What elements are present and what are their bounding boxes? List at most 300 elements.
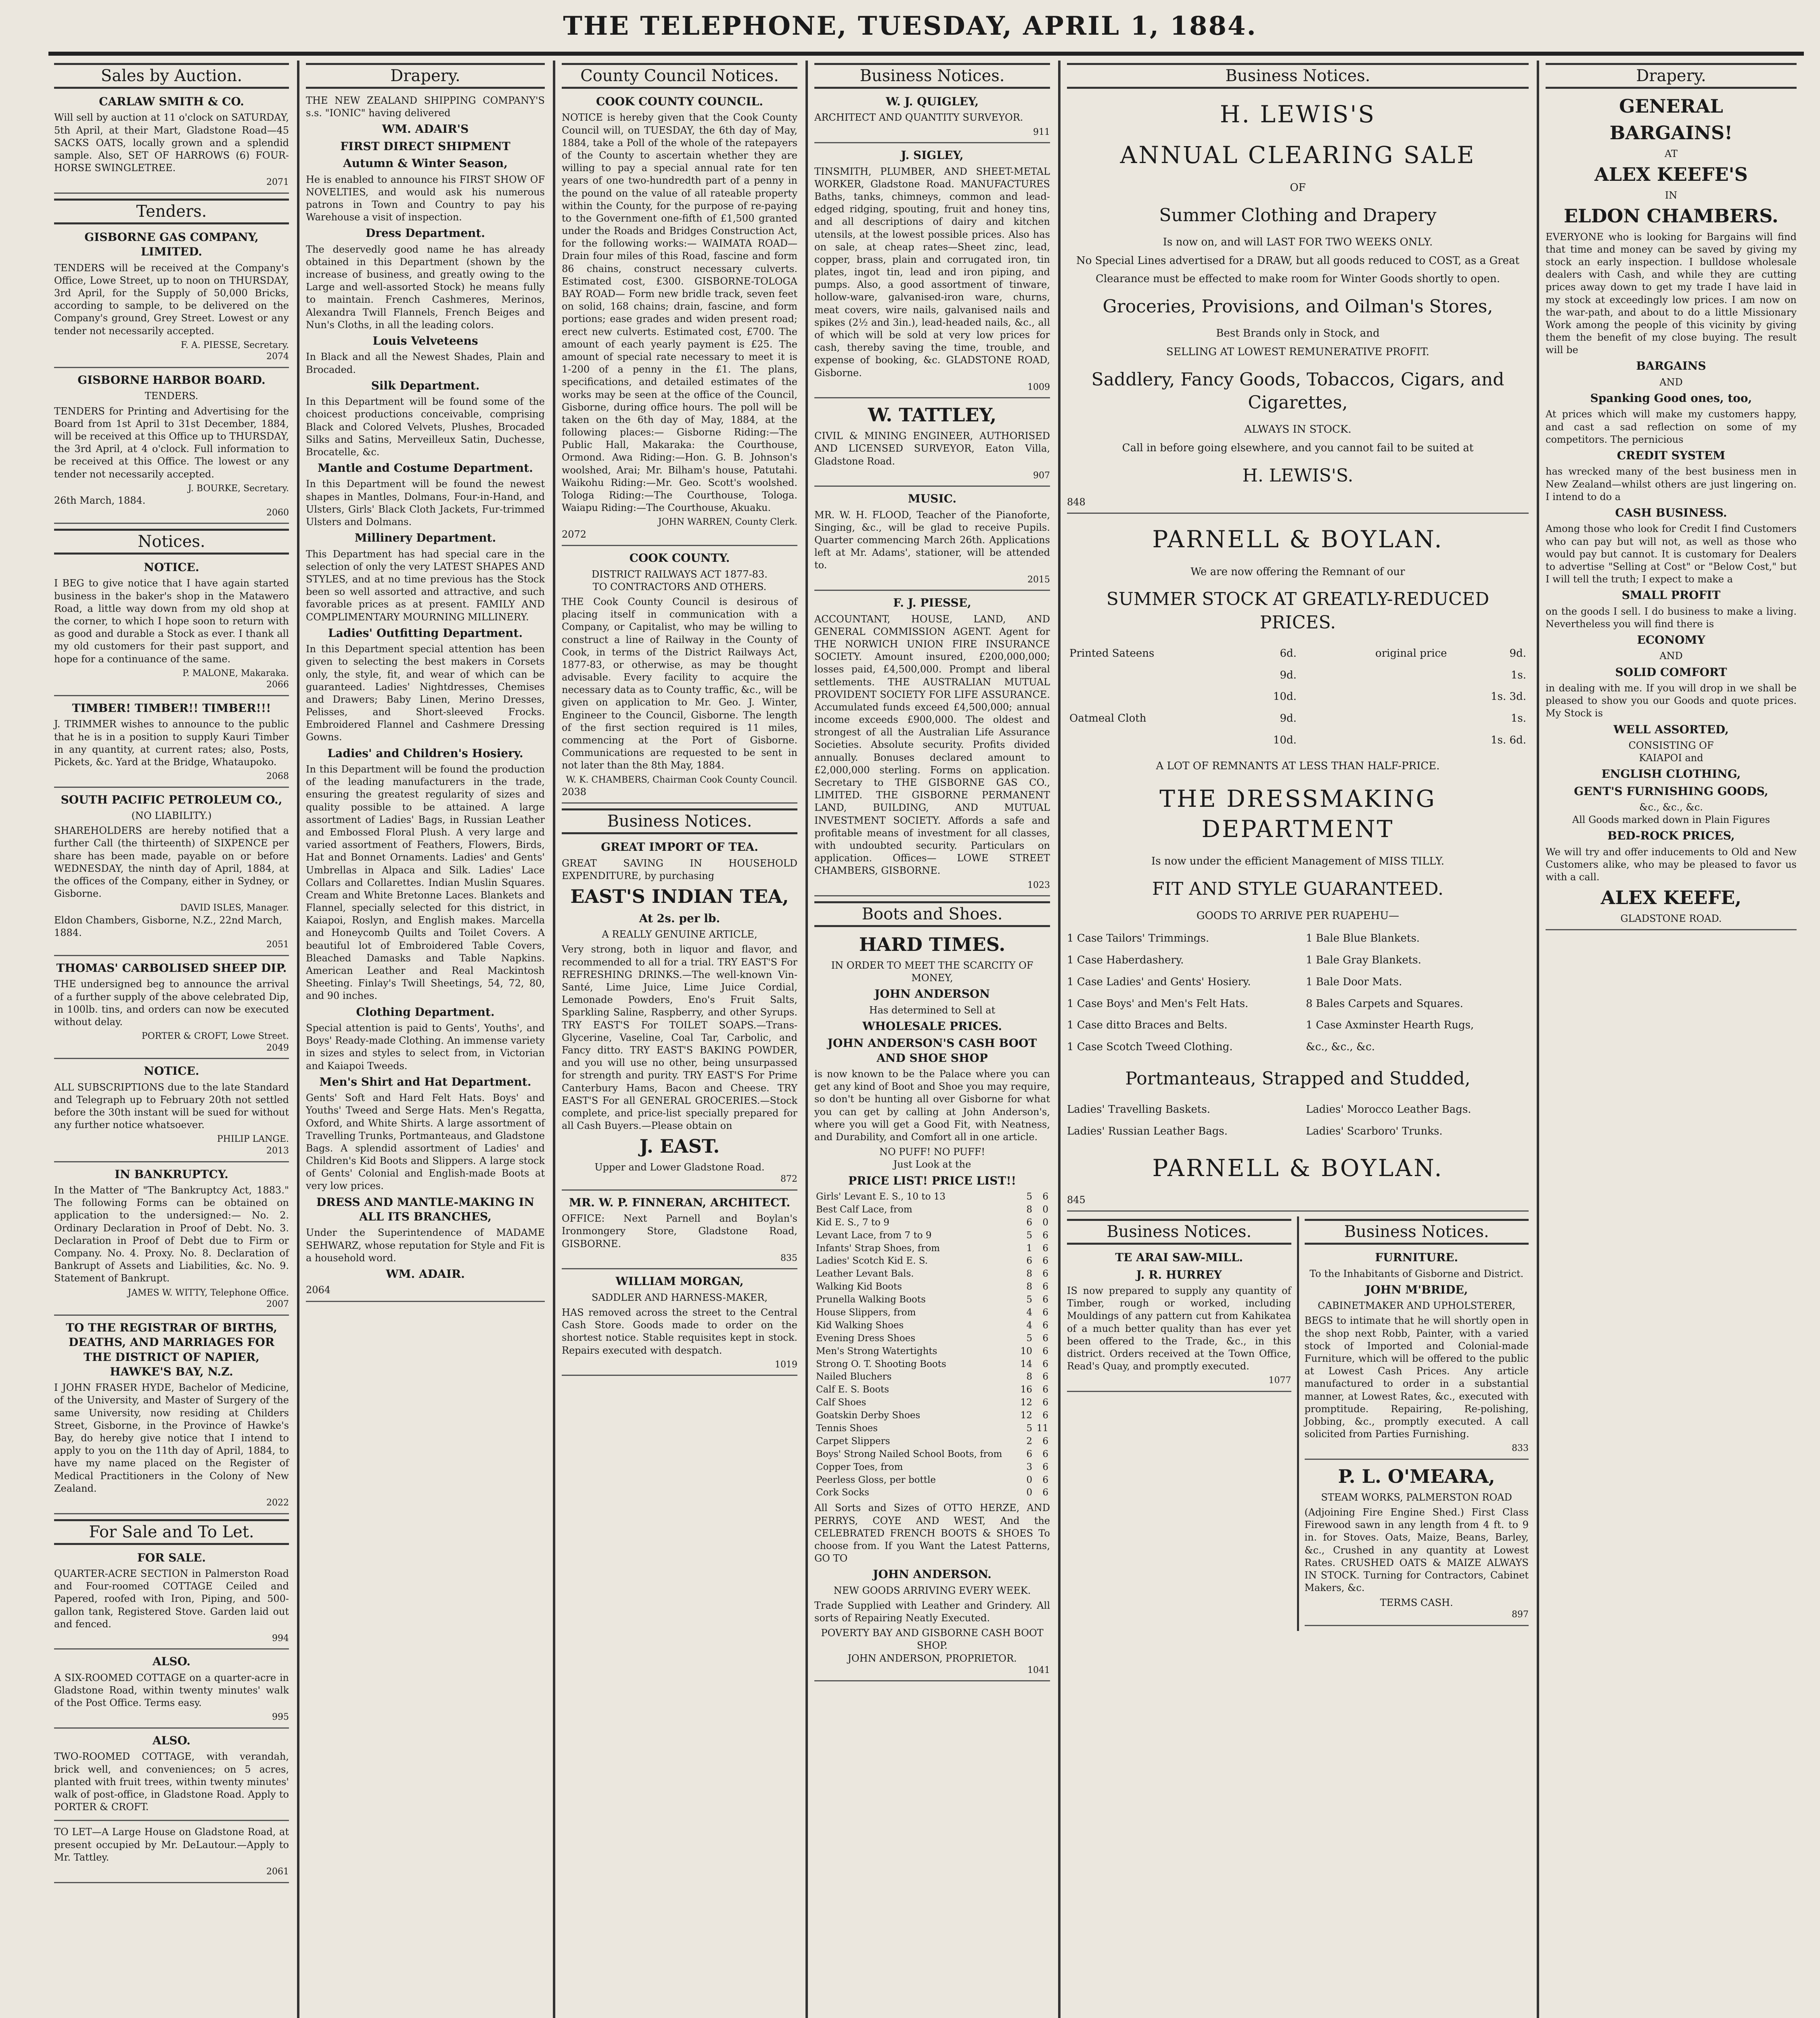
table-cell: Leather Levant Bals.	[816, 1269, 914, 1279]
list-item: 1 Case Axminster Hearth Rugs,	[1306, 1019, 1474, 1032]
column-6	[1540, 61, 1802, 2018]
table-cell	[1299, 686, 1450, 708]
table-row	[814, 1294, 1050, 1306]
ad-headline: ALEX KEEFE,	[1600, 887, 1742, 909]
table-cell: 6	[1042, 1281, 1048, 1292]
table-cell: 5	[1026, 1230, 1032, 1241]
table-row	[814, 1255, 1050, 1268]
ad-text: has wrecked many of the best business men in New Zealand—whilst others are just lingering on. I intend to do a	[1546, 466, 1797, 502]
ad-subtitle: IN	[1665, 189, 1678, 201]
ad-title: Portmanteaus, Strapped and Studded,	[1125, 1068, 1471, 1089]
table-cell: 8	[1026, 1371, 1032, 1382]
ad-text: A LOT OF REMNANTS AT LESS THAN HALF-PRICE.	[1156, 760, 1440, 772]
ad-subtitle: CABINETMAKER AND UPHOLSTERER,	[1318, 1300, 1516, 1312]
ad-number: 2074	[266, 352, 289, 362]
table-cell: 0	[1026, 1487, 1032, 1498]
section-header: Business Notices.	[1305, 1219, 1529, 1245]
ad-number: 911	[1033, 127, 1050, 137]
table-cell: Levant Lace, from 7 to 9	[816, 1230, 932, 1241]
ad-title: TE ARAI SAW-MILL.	[1115, 1251, 1243, 1264]
ad-text: Very strong, both in liquor and flavor, and recommended to all for a trial. TRY EAST'S For REFRESHING DRINKS.—The well-known Vin-Santé, Lime Juice, Lime Juice Cordial, Lemonade Powders, Eno's Fruit Salts, Sparkling Saline, Raspberry, and other Syrups. TRY EAST'S For TOILET SOAPS.—Trans-Glycerine, Vaseline, Coal Tar, Carbolic, and Fancy ditto. TRY EAST'S BAKING POWDER, and you will use no other, being unsurpassed for strength and purity. TRY EAST'S For Prime Canterbury Hams, Bacon and Cheese. TRY EAST'S For all GENERAL GROCERIES.—Stock complete, and price-list specially prepared for all Cash Buyers.—Please obtain on	[562, 944, 797, 1132]
ad-text: All Sorts and Sizes of OTTO HERZE, AND PERRYS, COYE AND WEST, And the CELEBRATED FRENCH BOOTS & SHOES To choose from. If you Want the Latest Patterns, GO TO	[814, 1502, 1050, 1564]
table-cell: 0	[1026, 1474, 1032, 1485]
ad-text: (Adjoining Fire Engine Shed.) First Class Firewood sawn in any length from 4 ft. to 9 in. for Stoves. Oats, Maize, Beans, Barley, &c., Crushed in any quantity at Lowest Rates. CRUSHED OATS & MAIZE ALWAYS IN STOCK. Turning for Contractors, Cabinet Makers, &c.	[1304, 1506, 1529, 1594]
table-cell: 6	[1026, 1449, 1032, 1459]
ad-sign: P. MALONE, Makaraka.	[182, 668, 289, 678]
ad-title: IN BANKRUPTCY.	[115, 1167, 228, 1181]
mbride-ad	[1305, 1250, 1529, 1460]
ad-text: ALL SUBSCRIPTIONS due to the late Standard and Telegraph up to February 20th not settled before the 30th instant will be sued for without any further notice whatsoever.	[54, 1081, 289, 1131]
ad-title: ALSO.	[152, 1655, 191, 1668]
table-cell: Evening Dress Shoes	[816, 1333, 916, 1344]
ad-text: Call in before going elsewhere, and you cannot fail to be suited at	[1122, 442, 1474, 454]
ad-text: Special attention is paid to Gents', Youths', and Boys' Ready-made Clothing. An immense variety in sizes and styles to select from, in Victorian and Kaiapoi Tweeds.	[306, 1022, 545, 1072]
ad-title: DRESS AND MANTLE-MAKING IN ALL ITS BRANCHES,	[316, 1195, 535, 1224]
table-cell: 6	[1042, 1256, 1048, 1266]
county-council-ad	[562, 94, 797, 546]
section-header: For Sale and To Let.	[54, 1519, 289, 1545]
table-row	[814, 1474, 1050, 1487]
table-cell: 6	[1042, 1269, 1048, 1279]
table-cell: Printed Sateens	[1069, 647, 1155, 659]
ad-title: JOHN ANDERSON'S CASH BOOT AND SHOE SHOP	[827, 1036, 1037, 1065]
department-title: Ladies' Outfitting Department.	[328, 626, 523, 640]
department-title: Silk Department.	[371, 379, 480, 392]
gas-tender-ad	[54, 230, 289, 368]
table-cell: 6	[1026, 1217, 1032, 1228]
keefe-ad	[1546, 94, 1797, 930]
table-row	[1067, 686, 1529, 708]
ad-subtitle: TERMS CASH.	[1380, 1597, 1453, 1609]
department-title: Mantle and Costume Department.	[318, 461, 533, 475]
ad-title: SUMMER STOCK AT GREATLY-REDUCED PRICES.	[1106, 589, 1489, 633]
morgan-ad	[562, 1274, 797, 1376]
ad-headline: EAST'S INDIAN TEA,	[570, 885, 789, 908]
ad-title: COOK COUNTY.	[629, 551, 730, 565]
ad-title: Spanking Good ones, too,	[1590, 391, 1752, 405]
column-1	[48, 61, 295, 2018]
for-sale-ad	[54, 1733, 289, 1821]
column-3	[556, 61, 803, 2018]
ad-headline: P. L. O'MEARA,	[1338, 1465, 1495, 1487]
column-4	[809, 61, 1056, 2018]
ad-title: CARLAW SMITH & CO.	[99, 95, 244, 108]
ad-text: A SIX-ROOMED COTTAGE on a quarter-acre in Gladstone Road, within twenty minutes' walk of the Post Office. Terms easy.	[54, 1672, 289, 1709]
sheep-dip-ad	[54, 961, 289, 1059]
ad-title: WHOLESALE PRICES.	[862, 1019, 1002, 1033]
table-cell	[1299, 665, 1450, 687]
ad-text: Is now under the efficient Management of MISS TILLY.	[1151, 855, 1445, 868]
ad-text: GOODS TO ARRIVE PER RUAPEHU—	[1196, 910, 1400, 922]
ad-subtitle: NO PUFF! NO PUFF!	[879, 1146, 985, 1158]
ad-number: 2013	[266, 1146, 289, 1156]
ad-text: The deservedly good name he has already obtained in this Department (shown by the increase of business, and greatly owing to the Large and well-assorted Stock) he means fully to maintain. French Cashmeres, Merinos, Alexandra Twill Flannels, French Beiges and Nun's Cloths, in all the leading colors.	[306, 243, 545, 331]
ad-text: I BEG to give notice that I have again started business in the baker's shop in the Matawero Road, a little way down from my old shop at the corner, to which I hope soon to return with as good and durable a Stock as ever. I thank all my old customers for their past support, and hope for a continuance of the same.	[54, 578, 289, 665]
ad-title: JOHN ANDERSON.	[873, 1568, 992, 1581]
ad-text: In this Department will be found the production of the leading manufacturers in the trade, ensuring the greatest regularity of sizes and quality possible to be attained. A large assortment of Ladies' Bags, in Russian Leather and Embossed Floral Plush. A very large and varied assortment of Feathers, Flowers, Birds, Hat and Bonnet Ornaments. Ladies' and Gents' Umbrellas in Alpaca and Silk. Ladies' Lace Collars and Collarettes. Indian Muslin Squares. Cream and White Bretonne Laces. Blankets and Flannel, specially selected for this district, in Kaiapoi, Roslyn, and English makes. Marcella and Honeycomb Quilts and Toilet Covers. A beautiful lot of Embroidered Table Covers, Bleached Damasks and Table Napkins. American Leather and Real Mackintosh Sheeting. Finlay's Twill Sheetings, 54, 72, 80, and 90 inches.	[306, 764, 545, 1002]
ad-text: THE NEW ZEALAND SHIPPING COMPANY'S s.s. "IONIC" having delivered	[306, 95, 545, 119]
ad-subtitle: AND	[1659, 650, 1683, 662]
ad-text: I JOHN FRASER HYDE, Bachelor of Medicine, of the University, and Master of Surgery of the same University, now residing at Childers Street, Gisborne, in the Province of Hawke's Bay, do hereby give notice that I intend to apply to you on the 11th day of April, 1884, to have my name placed on the Register of Medical Practitioners in the Colony of New Zealand.	[54, 1382, 289, 1494]
table-cell: Calf Shoes	[816, 1397, 866, 1408]
ad-number: 833	[1512, 1443, 1529, 1454]
section-header: Sales by Auction.	[54, 63, 289, 89]
table-row	[814, 1448, 1050, 1461]
ad-text: In this Department will be found some of the choicest productions conceivable, comprising Black and Colored Velvets, Plushes, Brocaded Silks and Satins, Merveilleux Satin, Duchesse, Brocatelle, &c.	[306, 396, 545, 458]
left-subcolumn	[1067, 1216, 1299, 1631]
table-cell: 2	[1026, 1436, 1032, 1447]
ad-title: Groceries, Provisions, and Oilman's Stores,	[1102, 296, 1493, 317]
table-cell: 1s. 3d.	[1491, 691, 1526, 703]
ad-subtitle: All Goods marked down in Plain Figures	[1572, 814, 1770, 826]
sawmill-ad	[1067, 1250, 1291, 1392]
ad-title: GISBORNE HARBOR BOARD.	[77, 373, 266, 387]
list-item: 1 Case Tailors' Trimmings.	[1067, 932, 1209, 945]
table-cell: 6	[1042, 1191, 1048, 1202]
section-header: Notices.	[54, 529, 289, 555]
table-cell: 0	[1042, 1204, 1048, 1215]
table-cell: 1	[1026, 1243, 1032, 1254]
table-cell: 6	[1042, 1461, 1048, 1472]
table-cell: 0	[1042, 1217, 1048, 1228]
ad-text: GREAT SAVING IN HOUSEHOLD EXPENDITURE, by purchasing	[562, 857, 797, 881]
ad-date: 26th March, 1884.	[54, 495, 146, 507]
table-cell: Ladies' Scotch Kid E. S.	[816, 1256, 928, 1266]
ad-text: Clearance must be effected to make room for Winter Goods shortly to open.	[1096, 273, 1500, 285]
registrar-ad	[54, 1321, 289, 1514]
ad-title: JOHN M'BRIDE,	[1365, 1283, 1468, 1296]
ad-subtitle: &c., &c., &c.	[1639, 802, 1703, 813]
table-row	[814, 1229, 1050, 1242]
department-title: Dress Department.	[365, 226, 485, 240]
list-item: 1 Bale Door Mats.	[1306, 976, 1402, 988]
railways-ad	[562, 551, 797, 804]
ad-headline: W. TATTLEY,	[868, 404, 997, 426]
ad-number: 2060	[266, 507, 289, 518]
table-cell: 5	[1026, 1423, 1032, 1434]
ad-text: TENDERS will be received at the Company's Office, Lowe Street, up to noon on THURSDAY, 3rd April, for the Supply of 50,000 Bricks, according to sample, to be delivered on the Company's ground, Grey Street. Lowest or any tender not necessarily accepted.	[54, 262, 289, 337]
table-row	[814, 1268, 1050, 1281]
table-cell: Tennis Shoes	[816, 1423, 878, 1434]
table-cell: Calf E. S. Boots	[816, 1384, 889, 1395]
harbor-board-ad	[54, 373, 289, 524]
ad-title: CREDIT SYSTEM	[1617, 448, 1726, 462]
ad-number: 995	[272, 1712, 289, 1723]
table-cell: 6	[1042, 1307, 1048, 1318]
table-row	[814, 1422, 1050, 1435]
table-cell: original price	[1375, 647, 1447, 659]
ad-number: 907	[1033, 470, 1050, 481]
list-item: Ladies' Russian Leather Bags.	[1067, 1125, 1228, 1137]
section-header: Boots and Shoes.	[814, 901, 1050, 927]
ad-title: TO THE REGISTRAR OF BIRTHS, DEATHS, AND MARRIAGES FOR THE DISTRICT OF NAPIER, HAWKE'S BAY, N.Z.	[66, 1321, 277, 1378]
table-cell: Cork Socks	[816, 1487, 869, 1498]
table-cell: 1s.	[1510, 669, 1526, 681]
ad-title: SOLID COMFORT	[1615, 665, 1727, 679]
table-cell: Carpet Slippers	[816, 1436, 890, 1447]
table-row	[814, 1306, 1050, 1319]
list-item: 1 Bale Blue Blankets.	[1306, 932, 1420, 945]
table-cell: 6d.	[1280, 647, 1297, 659]
table-cell	[1067, 665, 1243, 687]
ad-title: CASH BUSINESS.	[1615, 506, 1727, 519]
ad-title: ECONOMY	[1637, 633, 1705, 647]
department-title: Men's Shirt and Hat Department.	[319, 1075, 531, 1089]
table-cell: Strong O. T. Shooting Boots	[816, 1359, 946, 1369]
ad-title: WELL ASSORTED,	[1613, 722, 1729, 736]
ad-number: 897	[1512, 1610, 1529, 1620]
ad-date: Eldon Chambers, Gisborne, N.Z., 22nd March, 1884.	[54, 915, 282, 939]
ad-subtitle: OF	[1290, 181, 1306, 194]
ad-text: TINSMITH, PLUMBER, AND SHEET-METAL WORKER, Gladstone Road. MANUFACTURES Baths, tanks, chimneys, common and lead-edged ridging, spouting, fruit and honey tins, and all descriptions of dairy and kitchen utensils, at the lowest possible prices. Also has on sale, at cheap rates—Sheet zinc, lead, copper, brass, plain and corrugated iron, tin plates, ingot tin, lead and iron piping, and pumps. Also, a good assortment of tinware, hollow-ware, galvanised-iron ware, churns, meat covers, wire nails, galvanised nails and spikes (2½ and 3in.), lead-headed nails, &c., all of which will be sold at very low prices for cash, thereby saving the time, trouble, and expense of booking, &c. GLADSTONE ROAD, Gisborne.	[814, 165, 1050, 379]
table-cell: 11	[1036, 1423, 1048, 1434]
ad-text: ARCHITECT AND QUANTITY SURVEYOR.	[814, 112, 1023, 124]
ad-title: PRICE LIST! PRICE LIST!!	[848, 1174, 1016, 1187]
table-row	[814, 1345, 1050, 1358]
ad-text: Under the Superintendence of MADAME SEHWARZ, whose reputation for Style and Fit is a household word.	[306, 1227, 545, 1264]
goods-list-left	[1067, 928, 1290, 1058]
table-cell: Copper Toes, from	[816, 1461, 903, 1472]
table-cell: Kid E. S., 7 to 9	[816, 1217, 889, 1228]
table-cell: 10d.	[1273, 691, 1297, 703]
ad-sign: W. K. CHAMBERS, Chairman Cook County Council.	[566, 775, 797, 785]
table-cell: 9d.	[1509, 647, 1526, 659]
ad-subtitle: A REALLY GENUINE ARTICLE,	[602, 929, 757, 940]
ad-number: 2051	[266, 940, 289, 950]
tea-ad	[562, 840, 797, 1191]
ad-number: 1019	[775, 1359, 797, 1370]
ad-title: H. LEWIS'S.	[1242, 465, 1353, 486]
ad-number: 2071	[266, 177, 289, 188]
ad-text: In Black and all the Newest Shades, Plain and Brocaded.	[306, 351, 545, 375]
department-title: Millinery Department.	[354, 531, 496, 545]
subscriptions-notice	[54, 1064, 289, 1162]
ad-subtitle: Has determined to Sell at	[869, 1004, 996, 1016]
table-cell: Boys' Strong Nailed School Boots, from	[816, 1449, 1002, 1459]
list-item: 1 Case Haberdashery.	[1067, 954, 1184, 966]
ad-title: NOTICE.	[144, 561, 199, 574]
petroleum-ad	[54, 793, 289, 956]
ad-subtitle: NEW GOODS ARRIVING EVERY WEEK.	[833, 1585, 1031, 1596]
ad-title: MR. W. P. FINNERAN, ARCHITECT.	[569, 1195, 791, 1209]
ad-title: Summer Clothing and Drapery	[1159, 205, 1437, 226]
section-header: Business Notices.	[562, 808, 797, 834]
ad-number: 2072	[562, 528, 587, 540]
ad-headline: PARNELL & BOYLAN.	[1152, 525, 1443, 553]
ad-text: At prices which will make my customers happy, and cast a sad reflection on some of my competitors. The pernicious	[1546, 408, 1797, 445]
table-row	[814, 1409, 1050, 1422]
piesse-ad	[814, 596, 1050, 896]
section-header: Drapery.	[1546, 63, 1797, 89]
ad-text: HAS removed across the street to the Central Cash Store. Goods made to order on the shortest notice. Stable requisites kept in stock. Repairs executed with despatch.	[562, 1307, 797, 1356]
section-header: Tenders.	[54, 199, 289, 224]
ad-title: GENT'S FURNISHING GOODS,	[1574, 784, 1768, 798]
omeara-ad	[1305, 1465, 1529, 1626]
sale-price-table	[1067, 643, 1529, 752]
table-cell: 5	[1026, 1191, 1032, 1202]
table-cell: 12	[1020, 1397, 1032, 1408]
ad-title: WILLIAM MORGAN,	[615, 1275, 744, 1288]
table-cell: Men's Strong Watertights	[816, 1346, 937, 1356]
table-cell: 9d.	[1280, 712, 1297, 725]
ad-text: SELLING AT LOWEST REMUNERATIVE PROFIT.	[1166, 346, 1429, 358]
ad-text: in dealing with me. If you will drop in we shall be pleased to show you our Goods and quote prices. My Stock is	[1546, 682, 1797, 719]
table-cell: 8	[1026, 1281, 1032, 1292]
department-title: Ladies' and Children's Hosiery.	[327, 746, 523, 760]
table-cell: Walking Kid Boots	[816, 1281, 902, 1292]
to-let-ad	[54, 1826, 289, 1883]
ad-title: FURNITURE.	[1375, 1251, 1458, 1264]
ad-subtitle: To the Inhabitants of Gisborne and District.	[1310, 1268, 1524, 1279]
table-cell: 6	[1042, 1449, 1048, 1459]
table-row	[814, 1396, 1050, 1409]
goods-lists	[1067, 928, 1529, 1058]
table-cell: 12	[1020, 1410, 1032, 1421]
ad-text: TENDERS for Printing and Advertising for the Board from 1st April to 31st December, 1884, will be received at this Office up to THURSDAY, the 3rd April, at 4 o'clock. Full information to be received at this Office. The lowest or any tender not necessarily accepted.	[54, 405, 289, 480]
ad-title: BARGAINS	[1636, 359, 1706, 373]
ad-headline: PARNELL & BOYLAN.	[1152, 1154, 1443, 1182]
ad-headline: BARGAINS!	[1609, 121, 1733, 144]
table-cell: Oatmeal Cloth	[1069, 712, 1146, 725]
ad-title: F. J. PIESSE,	[893, 596, 971, 610]
table-cell: 6	[1042, 1384, 1048, 1395]
column-5	[1061, 61, 1534, 2018]
table-cell: 6	[1042, 1371, 1048, 1382]
column-divider	[805, 61, 808, 2018]
ad-text: THE undersigned beg to announce the arrival of a further supply of the above celebrated Dip, in 100lb. tins, and orders can now be executed without delay.	[54, 978, 289, 1028]
list-item: 1 Case Boys' and Men's Felt Hats.	[1067, 997, 1249, 1010]
table-row	[814, 1242, 1050, 1255]
ad-title: SOUTH PACIFIC PETROLEUM CO.,	[61, 793, 282, 806]
table-row	[814, 1191, 1050, 1204]
table-row	[1067, 708, 1529, 730]
ad-title: W. J. QUIGLEY,	[885, 95, 979, 108]
table-cell: House Slippers, from	[816, 1307, 916, 1318]
column-divider	[297, 61, 299, 2018]
table-cell: Infants' Strap Shoes, from	[816, 1243, 940, 1254]
table-cell	[1299, 730, 1450, 752]
ad-number: 2049	[266, 1042, 289, 1053]
ad-title: SMALL PROFIT	[1621, 588, 1721, 602]
ad-text: Among those who look for Credit I find Customers who can pay but will not, as well as those who would pay but cannot. It is customary for Dealers to advertise "Selling at Cost" or "Below Cost," but I will tell the truth; I expect to make a	[1546, 523, 1797, 585]
ad-subtitle: TENDERS.	[144, 390, 199, 402]
ad-sign: WM. ADAIR.	[386, 1267, 465, 1281]
ad-number: 1077	[1268, 1375, 1291, 1386]
ad-subtitle: SADDLER AND HARNESS-MAKER,	[592, 1292, 768, 1303]
ad-title: ALSO.	[152, 1734, 191, 1748]
column-divider	[553, 61, 555, 2018]
table-cell: 9d.	[1280, 669, 1297, 681]
masthead: THE TELEPHONE, TUESDAY, APRIL 1, 1884.	[563, 11, 1257, 41]
ad-headline: J. EAST.	[639, 1135, 720, 1158]
ad-subtitle: AND	[1659, 376, 1683, 388]
list-item: Ladies' Morocco Leather Bags.	[1306, 1103, 1471, 1116]
ad-title: FOR SALE.	[137, 1551, 206, 1564]
ad-sign: JAMES W. WITTY, Telephone Office.	[128, 1287, 289, 1298]
table-cell: Goatskin Derby Shoes	[816, 1410, 920, 1421]
table-cell: 8	[1026, 1269, 1032, 1279]
table-cell: 5	[1026, 1294, 1032, 1305]
ad-text: In the Matter of "The Bankruptcy Act, 1883." The following Forms can be obtained on application to the undersigned:— No. 2. Ordinary Declaration in Proof of Debt. No. 3. Declaration in Proof of Debt due to Firm or Company. No. 4. Proxy. No. 8. Declaration of Bankrupt of Assets and Liabilities, &c. No. 9. Statement of Bankrupt.	[54, 1185, 289, 1284]
ad-number: 845	[1067, 1194, 1086, 1206]
ad-title: Saddlery, Fancy Goods, Tobaccos, Cigars, and Cigarettes,	[1091, 369, 1504, 413]
table-cell: Kid Walking Shoes	[816, 1320, 904, 1331]
ad-headline: HARD TIMES.	[859, 934, 1006, 956]
table-cell: 6	[1042, 1436, 1048, 1447]
ad-text: J. TRIMMER wishes to announce to the public that he is in a position to supply Kauri Timber in any quantity, at current rates; also, Posts, Pickets, &c. Yard at the Bridge, Whataupoko.	[54, 718, 289, 768]
ad-title: GREAT IMPORT OF TEA.	[601, 840, 758, 854]
table-row	[1067, 643, 1529, 665]
list-item: &c., &c., &c.	[1306, 1041, 1375, 1053]
ad-number: 2068	[266, 771, 289, 782]
column-2	[300, 61, 550, 2018]
department-title: Louis Velveteens	[372, 334, 478, 347]
ad-number: 2066	[266, 680, 289, 690]
ad-number: 2015	[1027, 574, 1050, 585]
ad-title: J. R. HURREY	[1136, 1268, 1222, 1281]
list-item: 1 Bale Gray Blankets.	[1306, 954, 1421, 966]
table-cell: Nailed Bluchers	[816, 1371, 892, 1382]
ad-text: Trade Supplied with Leather and Grindery. All sorts of Repairing Neatly Executed.	[814, 1599, 1050, 1624]
music-ad	[814, 492, 1050, 591]
ad-title: MUSIC.	[908, 492, 957, 506]
table-row	[814, 1281, 1050, 1294]
ad-text: EVERYONE who is looking for Bargains will find that time and money can be saved by giving my stock an early inspection. I bulldose wholesale dealers with Cash, and while they are cutting prices away down to get my trade I have laid in my stock at exceedingly low prices. I am now on the war-path, and about to do a little Missionary Work among the people of this vicinity by giving them the benefit of my close buying. The result will be	[1546, 231, 1797, 356]
ad-subtitle: TO CONTRACTORS AND OTHERS.	[592, 581, 767, 592]
adair-drapery-ad	[306, 94, 545, 1302]
ad-text: QUARTER-ACRE SECTION in Palmerston Road and Four-roomed COTTAGE Ceiled and Papered, roofed with Iron, Piping, and 500-gallon tank, Registered Stove. Garden laid out and fenced.	[54, 1568, 289, 1630]
section-header: County Council Notices.	[562, 63, 797, 89]
ad-sign: PHILIP LANGE.	[217, 1134, 289, 1145]
ad-subtitle: STEAM WORKS, PALMERSTON ROAD	[1321, 1491, 1512, 1503]
ad-number: 2007	[266, 1299, 289, 1310]
table-row	[814, 1358, 1050, 1371]
list-item: 1 Case Ladies' and Gents' Hosiery.	[1067, 976, 1251, 988]
ad-text: is now known to be the Palace where you can get any kind of Boot and Shoe you may require, so don't be hunting all over Gisborne for what you can get by calling at John Anderson's, where you will get a Good Fit, with Neatness, and Durability, and Comfort all in one article.	[814, 1068, 1050, 1143]
section-header: Business Notices.	[1067, 63, 1529, 89]
ad-title: COOK COUNTY COUNCIL.	[596, 95, 763, 108]
table-cell: 6	[1042, 1346, 1048, 1356]
table-row	[814, 1461, 1050, 1474]
ad-number: 1009	[1027, 382, 1050, 392]
table-cell: Peerless Gloss, per bottle	[816, 1474, 936, 1485]
table-cell: 6	[1042, 1320, 1048, 1331]
ad-text: Best Brands only in Stock, and	[1216, 327, 1380, 340]
ad-number: 2022	[266, 1497, 289, 1508]
table-cell: 1s.	[1510, 712, 1526, 725]
for-sale-ad	[54, 1551, 289, 1650]
table-row	[814, 1204, 1050, 1216]
table-cell: 6	[1026, 1256, 1032, 1266]
ad-number: 872	[780, 1174, 797, 1185]
ad-subtitle: Just Look at the	[893, 1159, 971, 1170]
table-cell: 6	[1042, 1397, 1048, 1408]
tattley-ad	[814, 403, 1050, 487]
table-cell: Prunella Walking Boots	[816, 1294, 926, 1305]
ad-text: We will try and offer inducements to Old and New Customers alike, who may be pleased to favor us with a call.	[1546, 846, 1797, 883]
section-header: Business Notices.	[814, 63, 1050, 89]
ad-title: THOMAS' CARBOLISED SHEEP DIP.	[56, 961, 287, 975]
bags-lists	[1067, 1099, 1529, 1143]
table-row	[814, 1332, 1050, 1345]
bankruptcy-ad	[54, 1167, 289, 1316]
table-cell	[1067, 730, 1243, 752]
top-rule	[48, 52, 1804, 56]
ad-number: 848	[1067, 496, 1086, 508]
ad-headline: ELDON CHAMBERS.	[1564, 205, 1778, 227]
ad-text: Is now on, and will LAST FOR TWO WEEKS ONLY.	[1163, 236, 1433, 248]
ad-headline: H. LEWIS'S	[1220, 100, 1376, 128]
